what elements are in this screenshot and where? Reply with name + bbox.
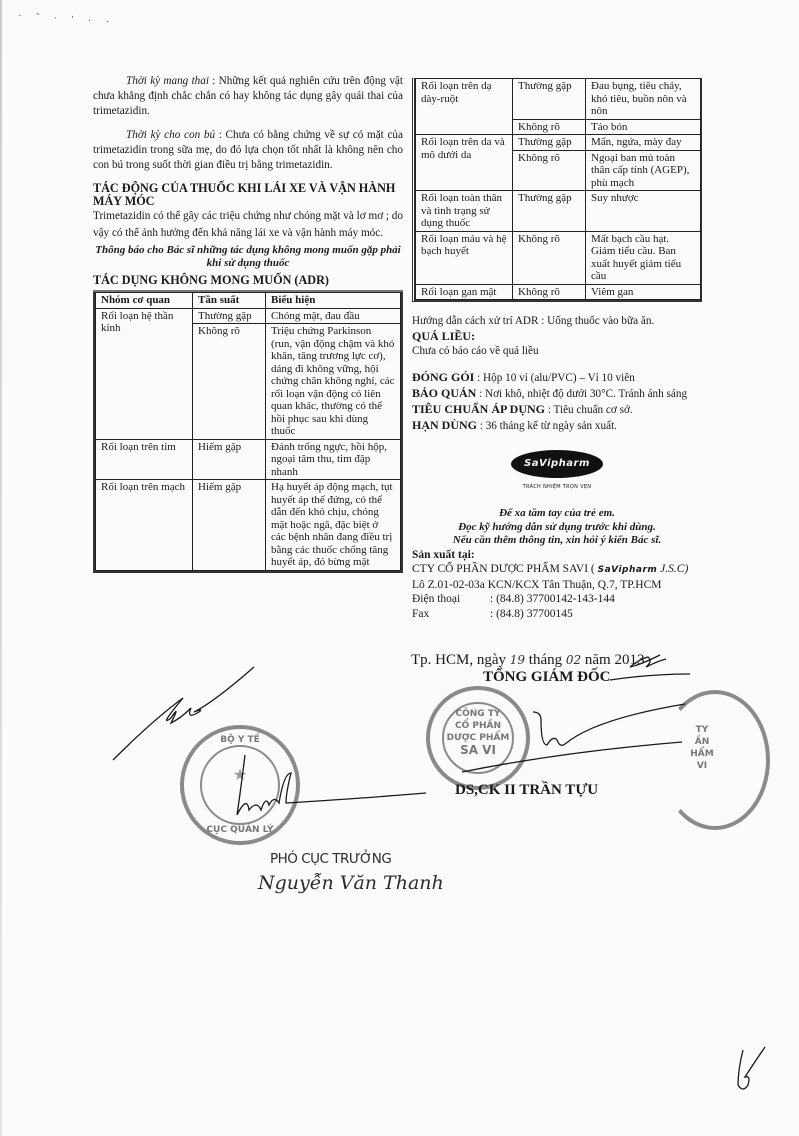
table-row [416,191,701,232]
frequency-cell: Không rõ [513,119,586,135]
logo-oval: SaVipharm [511,450,603,478]
manifestation-cell: Viêm gan [586,284,701,300]
manufacturer-company: CTY CỔ PHẦN DƯỢC PHẨM SAVI ( SaVipharm J.S.C) [412,563,689,575]
adr-table-right-frame [412,78,702,302]
handwritten-month: 02 [565,653,582,667]
ministry-stamp: BỘ Y TẾ ★ CỤC QUẢN LÝ [180,725,300,845]
manifestation-cell: Đau bụng, tiêu chảy, khó tiêu, buồn nôn và nôn [586,79,701,120]
deputy-name: Nguyễn Văn Thanh [258,872,444,894]
organ-group-cell: Rối loạn gan mật [416,284,513,300]
table-row [96,308,401,324]
company-stamp: CÔNG TY CỔ PHẦN DƯỢC PHẨM SA VI [426,686,530,790]
table-row [96,439,401,480]
column-header: Biểu hiện [266,293,401,309]
frequency-cell: Thường gặp [513,191,586,232]
product-specs [412,370,702,434]
brand-name: SaVipharm [597,565,658,575]
manifestation-cell: Mất bạch cầu hạt. Giảm tiểu cầu. Ban xuất huyết giảm tiểu cầu [586,231,701,284]
adr-table-left [95,292,401,571]
table-row [416,135,701,151]
driving-text: Trimetazidin có thể gây các triệu chứng như chóng mặt và lơ mơ ; do vậy có thể ảnh hưởng đến khả năng lái xe và vận hành máy móc. [93,210,403,239]
frequency-cell: Thường gặp [513,135,586,151]
driving-heading: TÁC ĐỘNG CỦA THUỐC KHI LÁI XE VÀ VẬN HÀNH MÁY MÓC [93,181,396,208]
organ-group-cell: Rối loạn trên tim [96,439,193,480]
frequency-cell: Không rõ [513,150,586,191]
frequency-cell: Thường gặp [193,308,266,324]
scan-edge [0,0,2,1136]
adr-table-right [415,78,701,300]
warning-line: Đọc kỹ hướng dẫn sử dụng trước khi dùng. [458,520,656,533]
adr-heading: TÁC DỤNG KHÔNG MONG MUỐN (ADR) [93,273,329,287]
left-column [93,74,403,573]
adr-table-left-frame [93,292,403,573]
table-row [416,79,701,120]
manifestation-cell: Suy nhược [586,191,701,232]
manifestation-cell: Triệu chứng Parkinson (run, vận động chậm và khó khăn, tăng trương lực cơ), dáng đi không vững, hội chứng chân không nghỉ, các rối loạn vận động có liên quan khác, thường có thể hồi phục sau khi dùng thuốc [266,324,401,440]
breastfeeding-paragraph [93,128,403,173]
frequency-cell: Hiếm gặp [193,439,266,480]
manufacturer-address: Lô Z.01-02-03a KCN/KCX Tân Thuận, Q.7, TP.HCM [412,578,662,591]
manufacturer-info [412,548,702,622]
manifestation-cell: Ngoại ban mủ toàn thân cấp tính (AGEP), phù mạch [586,150,701,191]
warnings [412,507,702,548]
spec-packaging: ĐÓNG GÓI : Hộp 10 vỉ (alu/PVC) – Vỉ 10 viên [412,370,635,384]
frequency-cell: Thường gặp [513,79,586,120]
handwritten-day: 19 [509,653,526,667]
initials-bottom-right-icon [738,1047,765,1089]
manufacturer-fax: Fax : (84.8) 37700145 [412,607,573,620]
column-header: Tần suất [193,293,266,309]
manifestation-cell: Chóng mặt, đau đầu [266,308,401,324]
manufacturer-phone: Điện thoại : (84.8) 37700142-143-144 [412,593,615,605]
deputy-title: PHÓ CỤC TRƯỞNG [270,851,392,867]
manifestation-cell: Hạ huyết áp động mạch, tụt huyết áp thế đứng, có thể dẫn đến khó chịu, chóng mặt hoặc ngã, đặc biệt ở các bệnh nhân đang điều trị bằng các thuốc chống tăng huyết áp, đỏ bừng mặt [266,480,401,571]
organ-group-cell: Rối loạn toàn thân và tình trạng sử dụng thuốc [416,191,513,232]
scan-marks: · ˜ · ' · · [17,10,116,29]
breastfeeding-label: Thời kỳ cho con bú [126,129,216,141]
director-name: DS,CK II TRẦN TỰU [455,782,599,798]
spec-standard: TIÊU CHUẨN ÁP DỤNG : Tiêu chuẩn cơ sở. [412,402,633,416]
organ-group-cell: Rối loạn trên dạ dày-ruột [416,79,513,135]
director-title: TỔNG GIÁM ĐỐC [483,669,611,685]
adr-notice: Thông báo cho Bác sĩ những tác dụng không mong muốn gặp phải khi sử dụng thuốc [95,244,401,269]
frequency-cell: Không rõ [513,231,586,284]
manufacturer-label: Sản xuất tại: [412,548,475,561]
signature-date: Tp. HCM, ngày 19 tháng 02 năm 2013 [411,652,645,668]
spec-storage: BẢO QUẢN : Nơi khô, nhiệt độ dưới 30°C. Tránh ánh sáng [412,386,688,400]
star-emblem-icon: ★ [232,765,248,784]
pregnancy-paragraph [93,74,403,119]
organ-group-cell: Rối loạn máu và hệ bạch huyết [416,231,513,284]
frequency-cell: Không rõ [513,284,586,300]
manifestation-cell: Mẩn, ngứa, mày đay [586,135,701,151]
frequency-cell: Hiếm gặp [193,480,266,571]
pregnancy-label: Thời kỳ mang thai [126,75,209,87]
table-header-row [96,293,401,309]
organ-group-cell: Rối loạn trên mạch [96,480,193,571]
partial-stamp-right: TY ẦN HẨM VI [660,690,770,830]
organ-group-cell: Rối loạn trên da và mô dưới da [416,135,513,191]
warning-line: Để xa tầm tay của trẻ em. [499,507,615,519]
overdose-heading: QUÁ LIỀU: [412,329,476,343]
warning-line: Nếu cần thêm thông tin, xin hỏi ý kiến Bác sĩ. [452,534,662,546]
organ-group-cell: Rối loạn hệ thần kinh [96,308,193,439]
savipharm-logo [412,450,702,495]
table-row [416,284,701,300]
spec-expiry: HẠN DÙNG : 36 tháng kể từ ngày sản xuất. [412,418,617,432]
manifestation-cell: Đánh trống ngực, hồi hộp, ngoại tâm thu, tim đập nhanh [266,439,401,480]
frequency-cell: Không rõ [193,324,266,440]
adr-handling: Hướng dẫn cách xử trí ADR : Uống thuốc vào bữa ăn. [412,315,655,327]
breastfeeding-text: : Chưa có bằng chứng về sự có mặt của trimetazidin trong sữa mẹ, do đó lựa chọn tốt nhất là không nên cho con bú trong suốt thời gian điều trị bằng trimetazidin. [93,129,403,171]
overdose-text: Chưa có báo cáo về quá liều [412,345,539,357]
pregnancy-text: : Những kết quả nghiên cứu trên động vật chưa khẳng định chắc chắn có hay không tác dụng gây quái thai của trimetazidin. [93,75,403,117]
right-column [412,78,702,621]
table-row [96,480,401,571]
manifestation-cell: Táo bón [586,119,701,135]
table-row [416,231,701,284]
column-header: Nhóm cơ quan [96,293,193,309]
logo-tagline: TRÁCH NHIỆM TRỌN VẸN [522,484,592,490]
